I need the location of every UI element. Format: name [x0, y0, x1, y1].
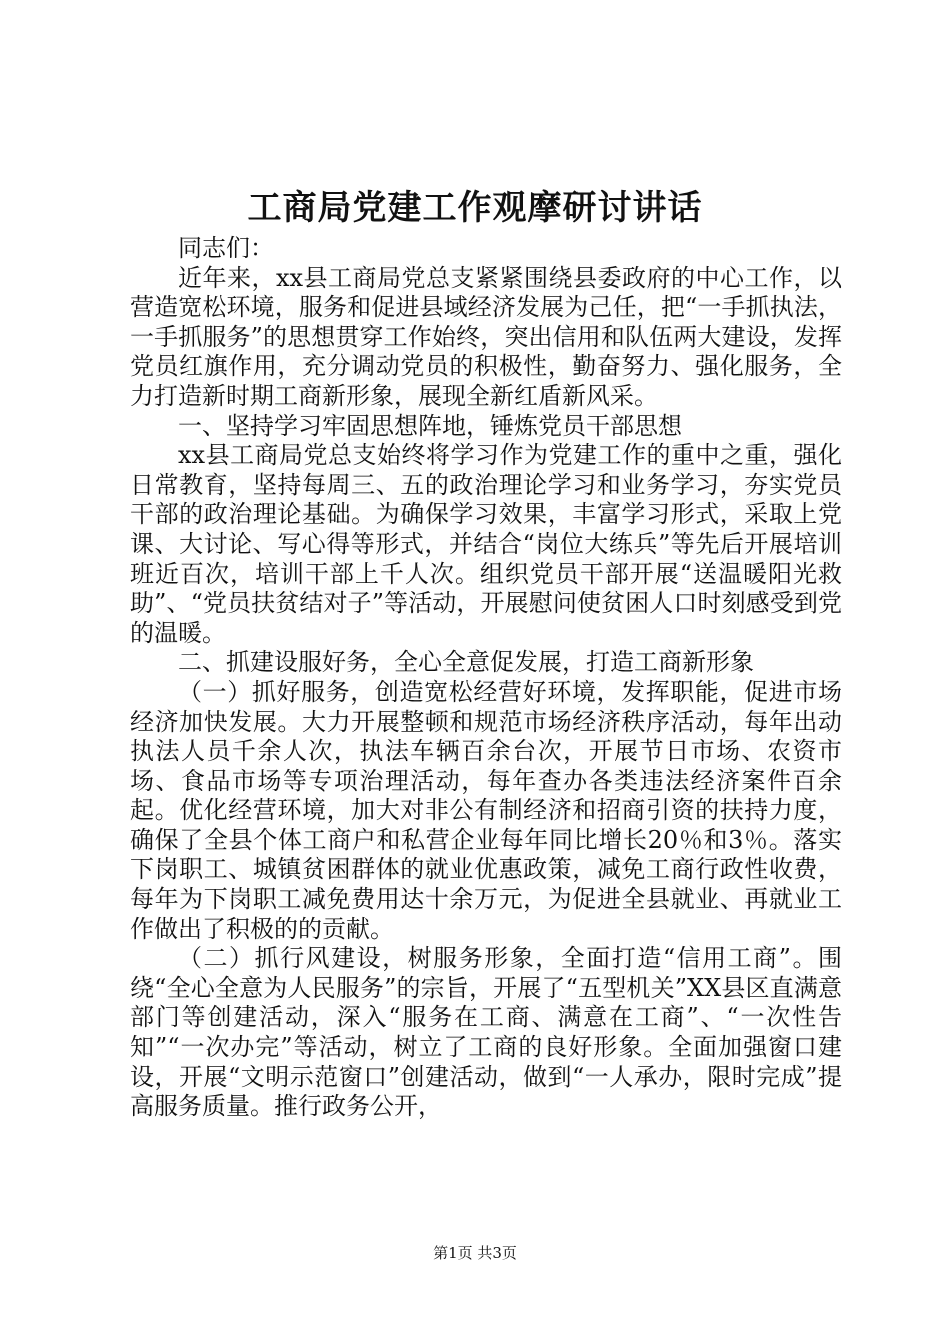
- intro-paragraph: 近年来，xx县工商局党总支紧紧围绕县委政府的中心工作，以营造宽松环境，服务和促进县域经济发展为己任，把“一手抓执法，一手抓服务”的思想贯穿工作始终，突出信用和队伍两大建设，发挥党员红旗作用，充分调动党员的积极性，勤奋努力、强化服务，全力打造新时期工商新形象，展现全新红盾新风采。: [130, 263, 842, 410]
- page-footer: 第1页 共3页: [433, 1244, 517, 1262]
- salutation-paragraph: 同志们：: [178, 234, 274, 262]
- document-title: 工商局党建工作观摩研讨讲话: [247, 188, 703, 228]
- section-1-paragraph: xx县工商局党总支始终将学习作为党建工作的重中之重，强化日常教育，坚持每周三、五的政治理论学习和业务学习，夯实党员干部的政治理论基础。为确保学习效果，丰富学习形式，采取上党课、大讨论、写心得等形式，并结合“岗位大练兵”等先后开展培训班近百次，培训干部上千人次。组织党员干部开展“送温暖阳光救助”、“党员扶贫结对子”等活动，开展慰问使贫困人口时刻感受到党的温暖。: [130, 441, 842, 647]
- section-heading-2: 二、抓建设服好务，全心全意促发展，打造工商新形象: [178, 648, 754, 677]
- subsection-2-paragraph: （二）抓行风建设，树服务形象，全面打造“信用工商”。围绕“全心全意为人民服务”的宗旨，开展了“五型机关”XX县区直满意部门等创建活动，深入“服务在工商、满意在工商”、“一次性告知”“一次办完”等活动，树立了工商的良好形象。全面加强窗口建设，开展“文明示范窗口”创建活动，做到“一人承办，限时完成”提高服务质量。推行政务公开，: [130, 944, 842, 1121]
- section-heading-1: 一、坚持学习牢固思想阵地，锤炼党员干部思想: [178, 411, 682, 440]
- subsection-1-paragraph: （一）抓好服务，创造宽松经营好环境，发挥职能，促进市场经济加快发展。大力开展整顿和规范市场经济秩序活动，每年出动执法人员千余人次，执法车辆百余台次，开展节日市场、农资市场、食品市场等专项治理活动，每年查办各类违法经济案件百余起。优化经营环境，加大对非公有制经济和招商引资的扶持力度，确保了全县个体工商户和私营企业每年同比增长20％和3％。落实下岗职工、城镇贫困群体的就业优惠政策，减免工商行政性收费，每年为下岗职工减免费用达十余万元，为促进全县就业、再就业工作做出了积极的的贡献。: [130, 677, 842, 943]
- document-body: [130, 234, 842, 1122]
